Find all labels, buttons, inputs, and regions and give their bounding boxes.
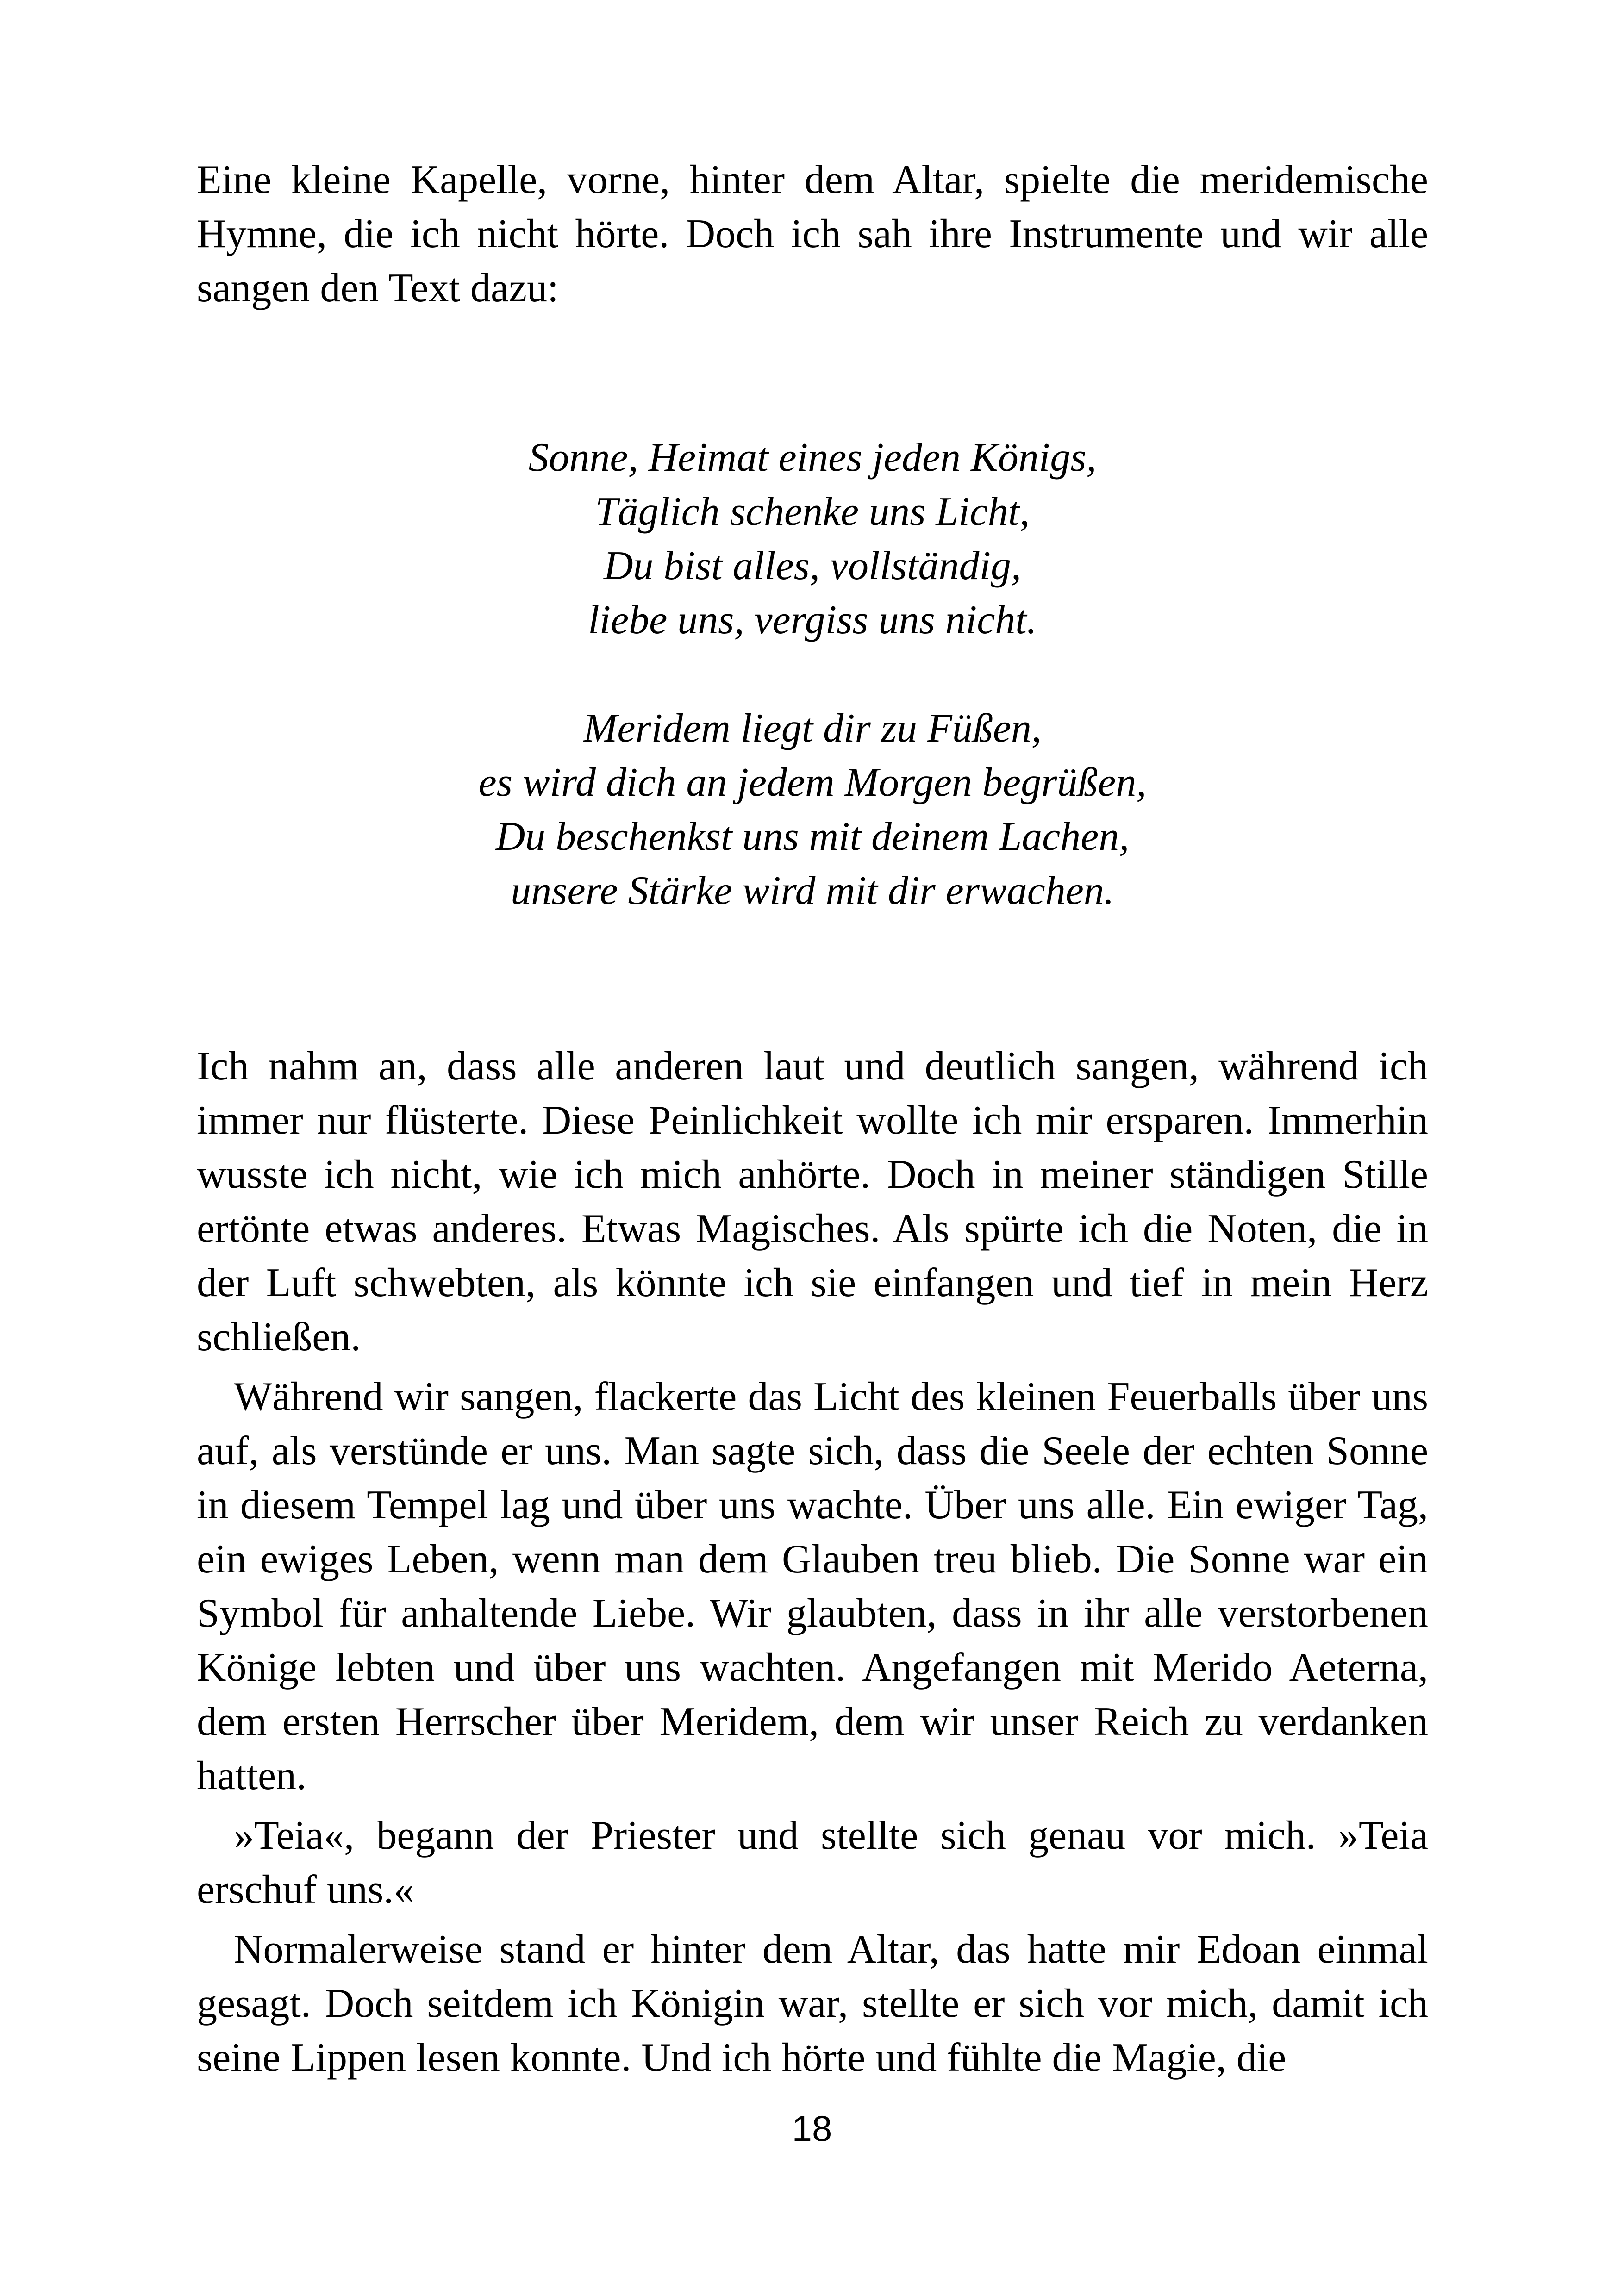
body-paragraph: Während wir sangen, flackerte das Licht des kleinen Feuerballs über uns auf, als verstünde er uns. Man sagte sich, dass die Seele der echten Sonne in diesem Tempel lag und über uns wachte. Über uns alle. Ein ewiger Tag, ein ewiges Leben, wenn man dem Glauben treu blieb. Die Sonne war ein Symbol für anhaltende Liebe. Wir glaubten, dass in ihr alle verstorbenen Könige lebten und über uns wachten. Angefangen mit Merido Aeterna, dem ersten Herrscher über Meridem, dem wir unser Reich zu verdanken hatten.	[197, 1374, 1428, 1798]
poem-line: Meridem liegt dir zu Füßen,	[583, 706, 1042, 751]
poem-line: Sonne, Heimat eines jeden Königs,	[528, 435, 1097, 480]
body-paragraph: Ich nahm an, dass alle anderen laut und deutlich sangen, während ich immer nur flüsterte. Diese Peinlichkeit wollte ich mir ersparen. Immerhin wusste ich nicht, wie ich mich anhörte. Doch in meiner ständigen Stille ertönte etwas anderes. Etwas Magisches. Als spürte ich die Noten, die in der Luft schwebten, als könnte ich sie einfangen und tief in mein Herz schließen.	[197, 1044, 1428, 1360]
poem-line: Täglich schenke uns Licht,	[595, 489, 1030, 534]
poem-line: Du beschenkst uns mit deinem Lachen,	[495, 814, 1130, 859]
poem-line: Du bist alles, vollständig,	[604, 543, 1021, 588]
poem-stanza-2	[197, 701, 1428, 918]
poem-line: unsere Stärke wird mit dir erwachen.	[511, 868, 1114, 913]
intro-paragraph: Eine kleine Kapelle, vorne, hinter dem Altar, spielte die meridemische Hymne, die ich nicht hörte. Doch ich sah ihre Instrumente und wir alle sangen den Text dazu:	[197, 157, 1428, 311]
poem-stanza-1	[197, 430, 1428, 647]
intro-paragraph-block	[197, 153, 1428, 315]
hymn-poem	[197, 430, 1428, 918]
body-paragraph: »Teia«, begann der Priester und stellte sich genau vor mich. »Teia erschuf uns.«	[197, 1813, 1428, 1912]
poem-line: es wird dich an jedem Morgen begrüßen,	[478, 760, 1147, 805]
body-text-block	[197, 1039, 1428, 2085]
body-paragraph: Normalerweise stand er hinter dem Altar, das hatte mir Edoan einmal gesagt. Doch seitdem ich Königin war, stellte er sich vor mich, damit ich seine Lippen lesen konnte. Und ich hörte und fühlte die Magie, die	[197, 1927, 1428, 2080]
page-number: 18	[792, 2108, 832, 2149]
poem-line: liebe uns, vergiss uns nicht.	[588, 598, 1037, 642]
